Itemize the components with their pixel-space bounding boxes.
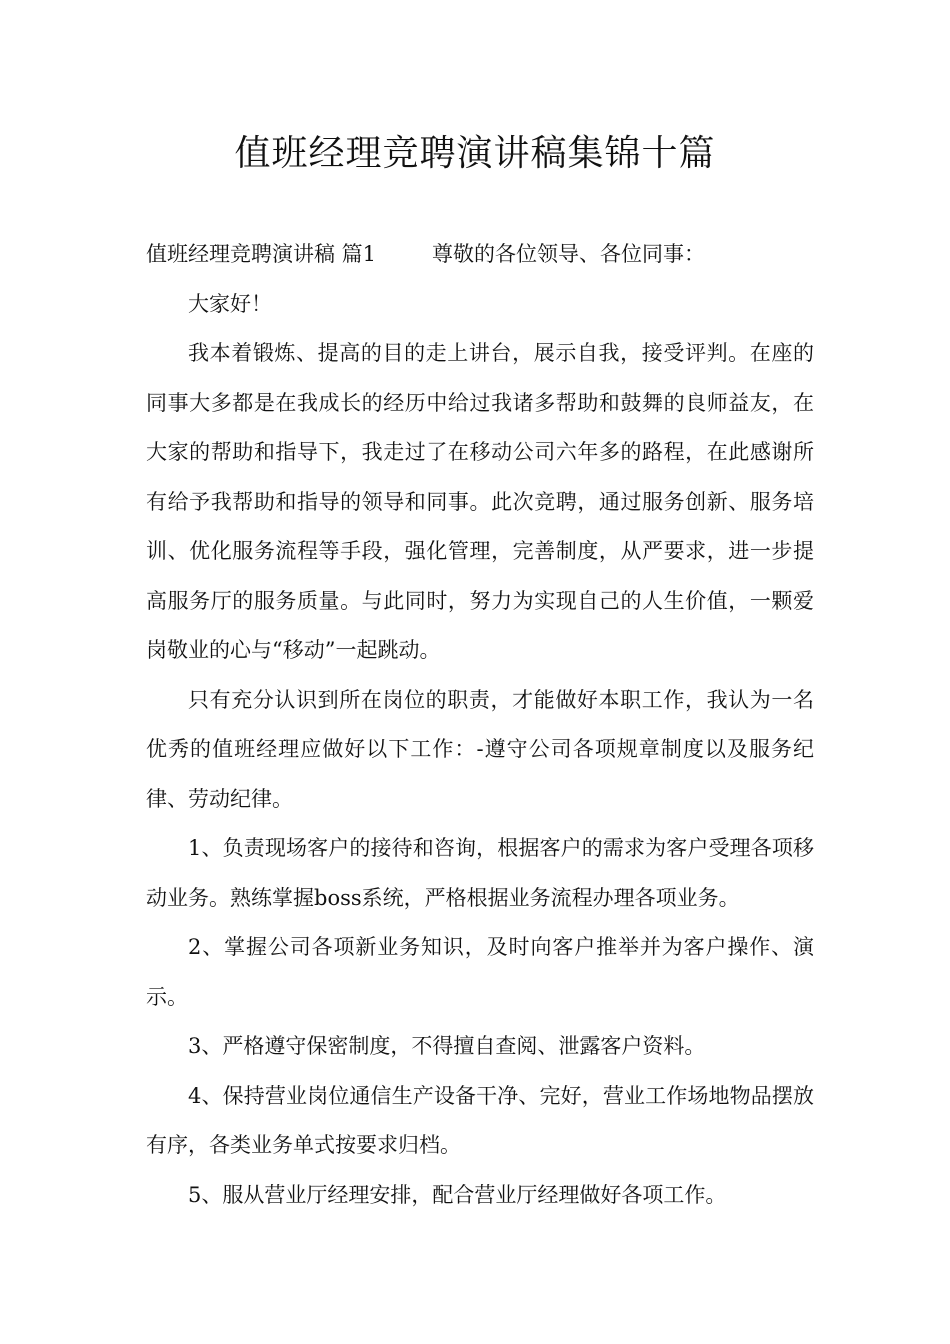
section-label: 值班经理竞聘演讲稿 篇1 xyxy=(146,242,377,266)
document-body xyxy=(146,230,814,1220)
duty-item-2: 2、掌握公司各项新业务知识，及时向客户推举并为客户操作、演示。 xyxy=(146,935,814,1009)
duty-item-3: 3、严格遵守保密制度，不得擅自查阅、泄露客户资料。 xyxy=(188,1034,706,1058)
greeting-paragraph: 大家好！ xyxy=(188,291,272,316)
duty-item-1: 1、负责现场客户的接待和咨询，根据客户的需求为客户受理各项移动业务。熟练掌握boss系统，严格根据业务流程办理各项业务。 xyxy=(146,836,814,910)
duty-item-5: 5、服从营业厅经理安排，配合营业厅经理做好各项工作。 xyxy=(188,1182,727,1207)
intro-paragraph: 我本着锻炼、提高的目的走上讲台，展示自我，接受评判。在座的同事大多都是在我成长的经历中给过我诸多帮助和鼓舞的良师益友，在大家的帮助和指导下，我走过了在移动公司六年多的路程，在此感谢所有给予我帮助和指导的领导和同事。此次竞聘，通过服务创新、服务培训、优化服务流程等手段，强化管理，完善制度，从严要求，进一步提高服务厅的服务质量。与此同时，努力为实现自己的人生价值，一颗爱岗敬业的心与“移动”一起跳动。 xyxy=(146,341,814,662)
duty-item-4: 4、保持营业岗位通信生产设备干净、完好，营业工作场地物品摆放有序，各类业务单式按要求归档。 xyxy=(146,1083,814,1157)
document-title: 值班经理竞聘演讲稿集锦十篇 xyxy=(234,133,716,174)
salutation: 尊敬的各位领导、各位同事： xyxy=(432,242,706,266)
duties-intro-paragraph: 只有充分认识到所在岗位的职责，才能做好本职工作，我认为一名优秀的值班经理应做好以下工作：-遵守公司各项规章制度以及服务纪律、劳动纪律。 xyxy=(146,687,814,811)
section-heading-line xyxy=(146,230,814,280)
